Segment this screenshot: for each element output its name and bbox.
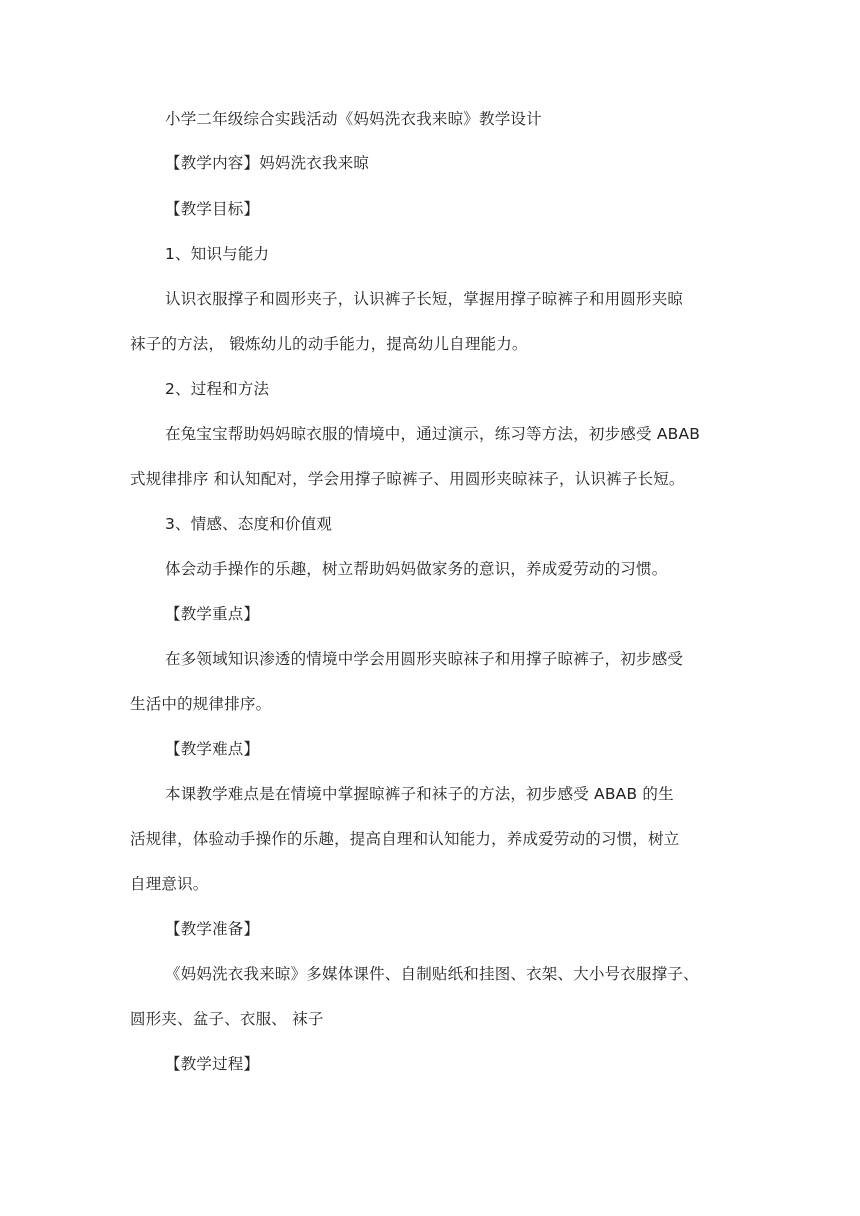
objective-2-text-line: 在兔宝宝帮助妈妈晾衣服的情境中，通过演示，练习等方法，初步感受 ABAB (165, 425, 701, 443)
objective-1-text-line: 袜子的方法， 锻炼幼儿的动手能力，提高幼儿自理能力。 (130, 335, 528, 353)
teaching-content-line: 【教学内容】妈妈洗衣我来晾 (165, 154, 370, 172)
document-title: 小学二年级综合实践活动《妈妈洗衣我来晾》教学设计 (165, 110, 542, 128)
preparation-text-line: 圆形夹、盆子、衣服、 袜子 (130, 1010, 324, 1028)
difficulties-text-line: 自理意识。 (130, 875, 209, 893)
key-points-heading: 【教学重点】 (165, 605, 260, 623)
objective-1-heading: 1、知识与能力 (165, 245, 270, 263)
preparation-text-line: 《妈妈洗衣我来晾》多媒体课件、自制贴纸和挂图、衣架、大小号衣服撑子、 (165, 965, 699, 983)
objective-2-heading: 2、过程和方法 (165, 380, 270, 398)
difficulties-text-line: 本课教学难点是在情境中掌握晾裤子和袜子的方法，初步感受 ABAB 的生 (165, 785, 674, 803)
process-heading: 【教学过程】 (165, 1055, 260, 1073)
difficulties-text-line: 活规律，体验动手操作的乐趣，提高自理和认知能力，养成爱劳动的习惯，树立 (130, 830, 680, 848)
objective-3-text-line: 体会动手操作的乐趣，树立帮助妈妈做家务的意识，养成爱劳动的习惯。 (165, 560, 668, 578)
objective-2-text-line: 式规律排序 和认知配对，学会用撑子晾裤子、用圆形夹晾袜子，认识裤子长短。 (130, 470, 685, 488)
preparation-heading: 【教学准备】 (165, 920, 260, 938)
key-points-text-line: 在多领域知识渗透的情境中学会用圆形夹晾袜子和用撑子晾裤子，初步感受 (165, 650, 684, 668)
objective-1-text-line: 认识衣服撑子和圆形夹子，认识裤子长短，掌握用撑子晾裤子和用圆形夹晾 (165, 290, 684, 308)
objective-3-heading: 3、情感、态度和价值观 (165, 515, 333, 533)
key-points-text-line: 生活中的规律排序。 (130, 695, 272, 713)
objectives-heading: 【教学目标】 (165, 200, 260, 218)
difficulties-heading: 【教学难点】 (165, 740, 260, 758)
